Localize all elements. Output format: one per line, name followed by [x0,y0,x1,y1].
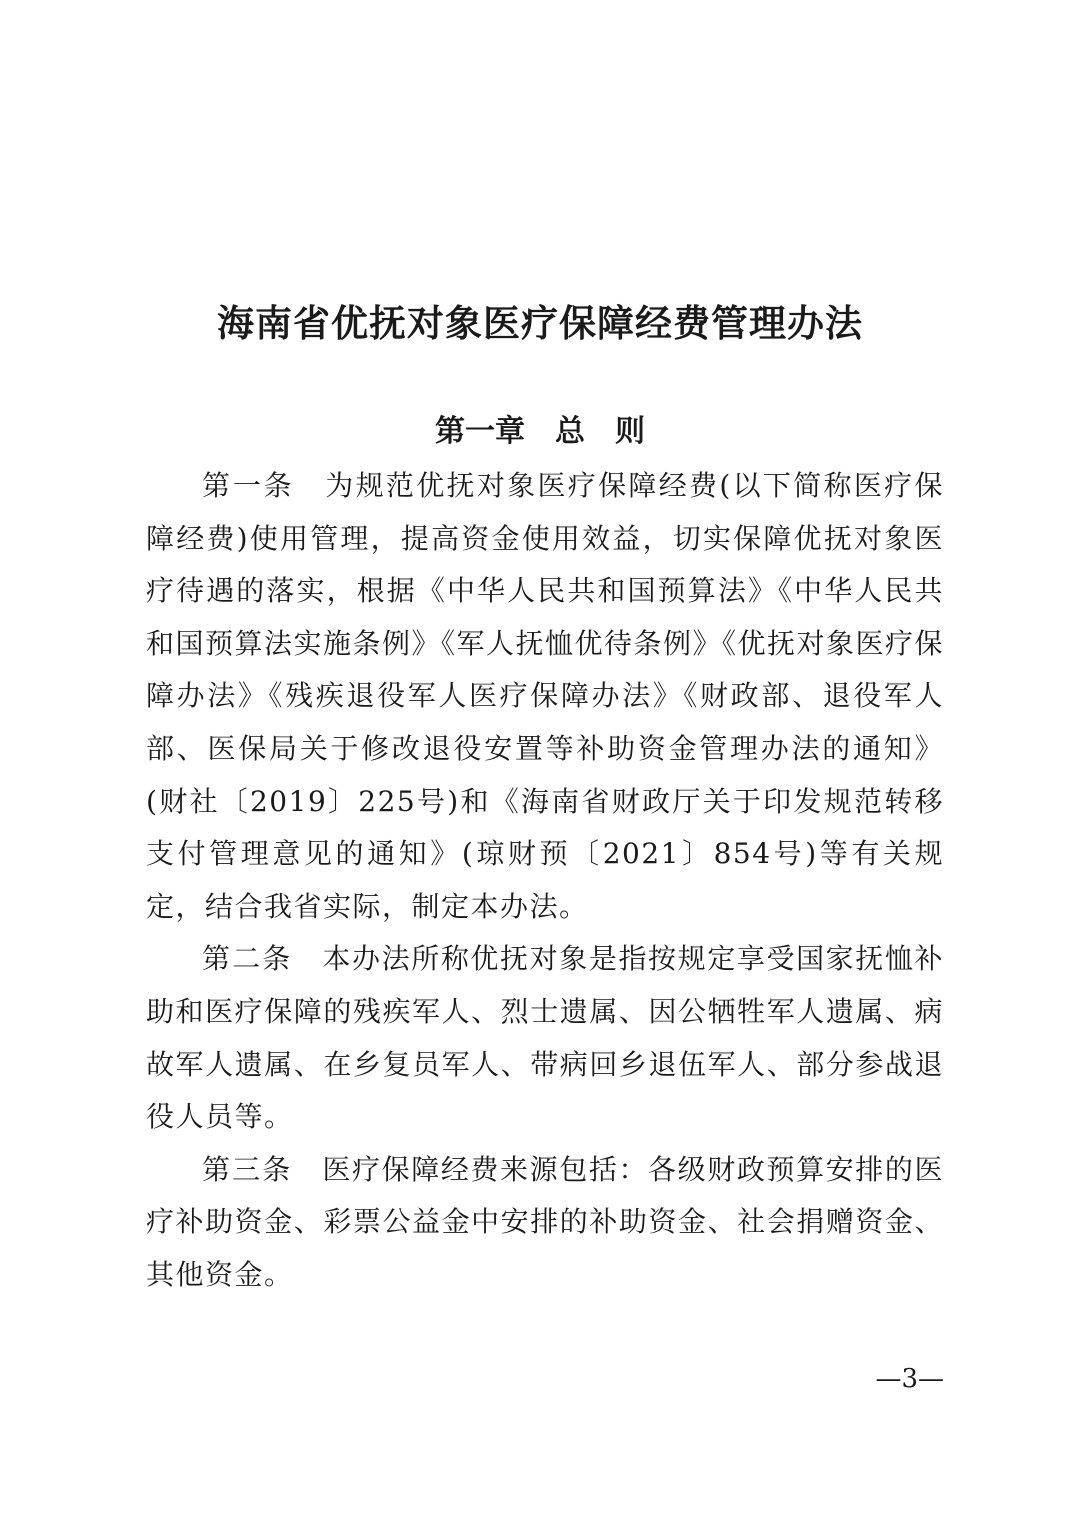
article-2 [146,933,944,1143]
document-title: 海南省优抚对象医疗保障经费管理办法 [217,302,863,345]
article-3 [146,1144,944,1302]
article-2-text: 本办法所称优抚对象是指按规定享受国家抚恤补助和医疗保障的残疾军人、烈士遗属、因公牺牲军人遗属、病故军人遗属、在乡复员军人、带病回乡退伍军人、部分参战退役人员等。 [146,942,944,1134]
chapter-heading: 第一章 总 则 [435,414,645,449]
article-3-text: 医疗保障经费来源包括：各级财政预算安排的医疗补助资金、彩票公益金中安排的补助资金、社会捐赠资金、其他资金。 [146,1152,944,1291]
page-number: —3— [875,1364,944,1394]
article-2-label: 第二条 [202,942,323,976]
article-3-label: 第三条 [202,1152,323,1186]
document-body [146,460,944,1302]
article-1 [146,460,944,933]
article-1-text: 为规范优抚对象医疗保障经费(以下简称医疗保障经费)使用管理，提高资金使用效益，切实保障优抚对象医疗待遇的落实，根据《中华人民共和国预算法》《中华人民共和国预算法实施条例》《军人抚恤优待条例》《优抚对象医疗保障办法》《残疾退役军人医疗保障办法》《财政部、退役军人部、医保局关于修改退役安置等补助资金管理办法的通知》(财社〔2019〕225号)和《海南省财政厅关于印发规范转移支付管理意见的通知》(琼财预〔2021〕854号)等有关规定，结合我省实际，制定本办法。 [146,469,945,923]
article-1-label: 第一条 [202,469,326,502]
